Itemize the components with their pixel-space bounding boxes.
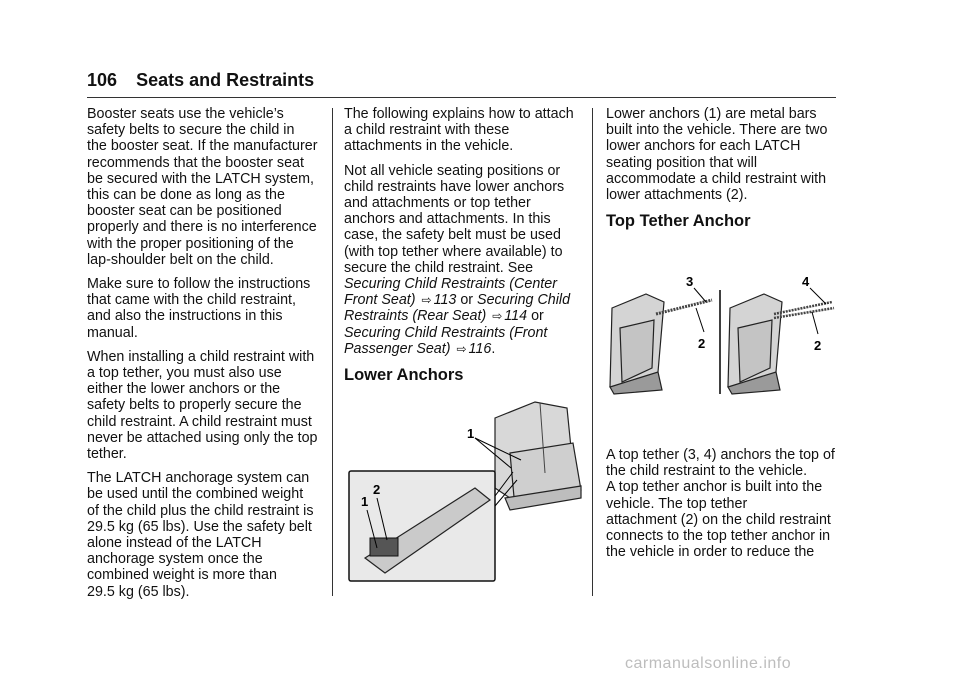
cross-reference-rear-seat[interactable]: Securing Child [477, 292, 571, 309]
figure-label: 1 [361, 494, 369, 509]
page-header [87, 70, 314, 91]
leader-line [694, 288, 706, 302]
cross-reference-front-passenger[interactable]: Securing Child Restraints (Front [344, 324, 548, 341]
page-ref-113[interactable]: 113 [433, 292, 457, 309]
column-1 [87, 106, 327, 608]
col3-paragraph-2: A top tether (3, 4) anchors the top of the child restraint to the vehicle. A top tether anchor is built into the vehicle. The top tether attachment (2) on the child restraint connects to the top tether anchor in the vehicle in order to reduce the [606, 447, 835, 561]
heading-top-tether-anchor: Top Tether Anchor [606, 212, 751, 231]
col1-paragraph-2: Make sure to follow the instructions that came with the child restraint, and also the instructions in this manual. [87, 276, 311, 341]
section-title: Seats and Restraints [136, 70, 315, 90]
cross-reference-center-front[interactable]: Securing Child Restraints (Center [344, 276, 557, 293]
vehicle-seat-drawing [495, 402, 581, 510]
tether-strap [774, 302, 834, 318]
watermark: carmanualsonline.info [625, 655, 792, 672]
cross-reference-front-passenger-b[interactable]: Passenger Seat) [344, 340, 451, 357]
col2-paragraph-2: Not all vehicle seating positions or child restraints have lower anchors and attachments or top tether anchors and attachments. In this case, the safety belt must be used (with top tether where available) to secure the child restraint. See Securing Child Restraints (Center Front Seat) ⇨ 113 or Securing Child Restraints (Rear Seat) ⇨ 114 or Securing Child Restraints (Front Passenger Seat) ⇨ 116. [344, 163, 586, 357]
leader-line [696, 308, 704, 332]
col1-paragraph-4: The LATCH anchorage system can be used until the combined weight of the child plus the child restraint is 29.5 kg (65 lbs). Use the safety belt alone instead of the LATCH anchorage system once the combined weight is more than 29.5 kg (65 lbs). [87, 470, 314, 600]
page-arrow-icon: ⇨ [456, 341, 467, 356]
page-arrow-icon: ⇨ [421, 293, 432, 308]
page-ref-114[interactable]: 114 [504, 308, 528, 325]
figure-label: 3 [686, 274, 694, 289]
column-2 [344, 106, 586, 393]
figure-label: 2 [698, 336, 706, 351]
column-divider-2 [592, 108, 593, 596]
column-3 [606, 106, 846, 239]
column-divider-1 [332, 108, 333, 596]
heading-lower-anchors: Lower Anchors [344, 366, 464, 385]
col1-paragraph-3: When installing a child restraint with a top tether, you must also use either the lower anchors or the safety belts to properly secure the child restraint. A child restraint must never be attached using only the top tether. [87, 348, 318, 463]
column-3-lower [606, 447, 846, 568]
cross-reference-rear-seat-b[interactable]: Restraints (Rear Seat) [344, 308, 487, 325]
header-rule [87, 97, 836, 98]
figure-label: 4 [802, 274, 810, 289]
page-arrow-icon: ⇨ [492, 309, 503, 324]
col1-paragraph-1: Booster seats use the vehicle’s safety belts to secure the child in the booster seat. If the manufacturer recommends that the booster seat be secured with the LATCH system, this can be done as long as the booster seat can be positioned properly and there is no interference with the proper positioning of the lap-shoulder belt on the child. [87, 106, 318, 268]
figure-label: 2 [373, 482, 381, 497]
figure-label: 2 [814, 338, 822, 353]
page-number: 106 [87, 70, 118, 90]
latch-connector [370, 538, 398, 556]
figure-label: 1 [467, 426, 475, 441]
page-ref-116[interactable]: 116 [468, 340, 492, 357]
cross-reference-center-front-b[interactable]: Front Seat) [344, 292, 416, 309]
col2-paragraph-1: The following explains how to attach a child restraint with these attachments in the vehicle. [344, 106, 574, 155]
top-tether-illustration [606, 272, 840, 396]
lower-anchors-illustration [345, 398, 585, 584]
leader-line [810, 288, 826, 304]
child-seat-right [728, 294, 782, 394]
col3-paragraph-1: Lower anchors (1) are metal bars built into the vehicle. There are two lower anchors for each LATCH seating position that will accommodate a child restraint with lower attachments (2). [606, 106, 828, 204]
child-seat-left [610, 294, 664, 394]
leader-line [812, 312, 818, 334]
